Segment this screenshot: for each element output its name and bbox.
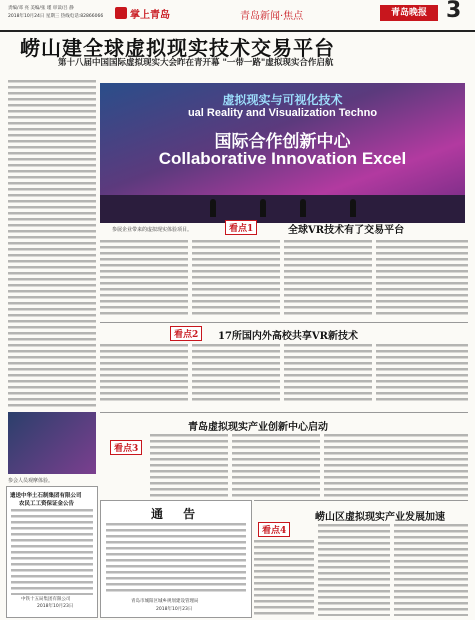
notice-title: 通 告 [151, 507, 204, 521]
body-column [100, 240, 188, 318]
public-notice-ad [100, 500, 252, 618]
kandian-2-title: 17所国内外高校共享VR新技术 [218, 331, 358, 342]
body-column [150, 434, 228, 498]
body-column [394, 524, 468, 616]
person-silhouette [350, 199, 356, 217]
ad-date: 2018年10月23日 [37, 604, 74, 609]
header-editor-line: 责编/邓 亮 美编/张 瑾 审读/吕 静 [8, 6, 74, 11]
photo-text-line-4: Collaborative Innovation Excel [158, 149, 407, 168]
body-column [284, 240, 372, 318]
body-column [284, 344, 372, 404]
body-column [192, 344, 280, 404]
app-logo-icon [115, 7, 127, 19]
divider [254, 500, 468, 501]
body-column [318, 524, 390, 616]
inset-photo [8, 412, 96, 474]
kandian-1-badge: 看点1 [225, 220, 257, 235]
divider [100, 412, 468, 413]
divider [100, 322, 468, 323]
lead-article-column [8, 80, 96, 410]
ad-footer: 中铁十五局集团有限公司 [21, 597, 71, 602]
body-column [192, 240, 280, 318]
page-subtitle: 第十八届中国国际虚拟现实大会昨在青开幕 "一带一路"虚拟现实合作启航 [58, 58, 334, 68]
section-name: 青岛新闻·焦点 [240, 11, 304, 22]
notice-footer: 青岛市城阳区城乡规划建设管理局 [131, 599, 199, 604]
ad-title: 遗送中华土石制集团有限公司 [10, 493, 82, 499]
wage-notice-ad [6, 486, 98, 618]
kandian-4-title: 崂山区虚拟现实产业发展加速 [315, 512, 445, 523]
photo-text-line-1: 虚拟现实与可视化技术 [222, 93, 343, 107]
notice-body [106, 523, 246, 595]
body-column [232, 434, 320, 498]
page-title: 崂山建全球虚拟现实技术交易平台 [20, 36, 335, 60]
kandian-1-title: 全球VR技术有了交易平台 [288, 225, 405, 236]
main-photo [100, 83, 465, 223]
ad-subtitle: 农民工工资保证金公告 [19, 501, 75, 507]
body-column [324, 434, 468, 498]
photo-caption: 参展企业带来的虚拟现实体验项目。 [112, 227, 193, 233]
kandian-3-badge: 看点3 [110, 440, 142, 455]
person-silhouette [260, 199, 266, 217]
header-date-line: 2018年10月24日 星期三 热线电话:82866066 [8, 14, 104, 19]
photo-stage [100, 195, 465, 223]
ad-body [11, 509, 93, 595]
photo-text-line-3: 国际合作创新中心 [214, 132, 351, 151]
kandian-4-badge: 看点4 [258, 522, 290, 537]
body-column [376, 240, 468, 318]
newspaper-brand: 青岛晚报 [380, 5, 438, 21]
body-column [376, 344, 468, 404]
inset-photo-caption: 参会人员观摩体验。 [8, 478, 54, 484]
page-header [0, 0, 475, 32]
person-silhouette [300, 199, 306, 217]
body-column [100, 344, 188, 404]
body-column [254, 540, 314, 616]
kandian-2-badge: 看点2 [170, 326, 202, 341]
kandian-3-title: 青岛虚拟现实产业创新中心启动 [188, 422, 328, 433]
notice-date: 2018年10月23日 [156, 607, 193, 612]
person-silhouette [210, 199, 216, 217]
app-name: 掌上青岛 [130, 10, 170, 21]
page-number: 3 [446, 0, 462, 23]
photo-text-line-2: ual Reality and Visualization Techno [187, 107, 378, 119]
